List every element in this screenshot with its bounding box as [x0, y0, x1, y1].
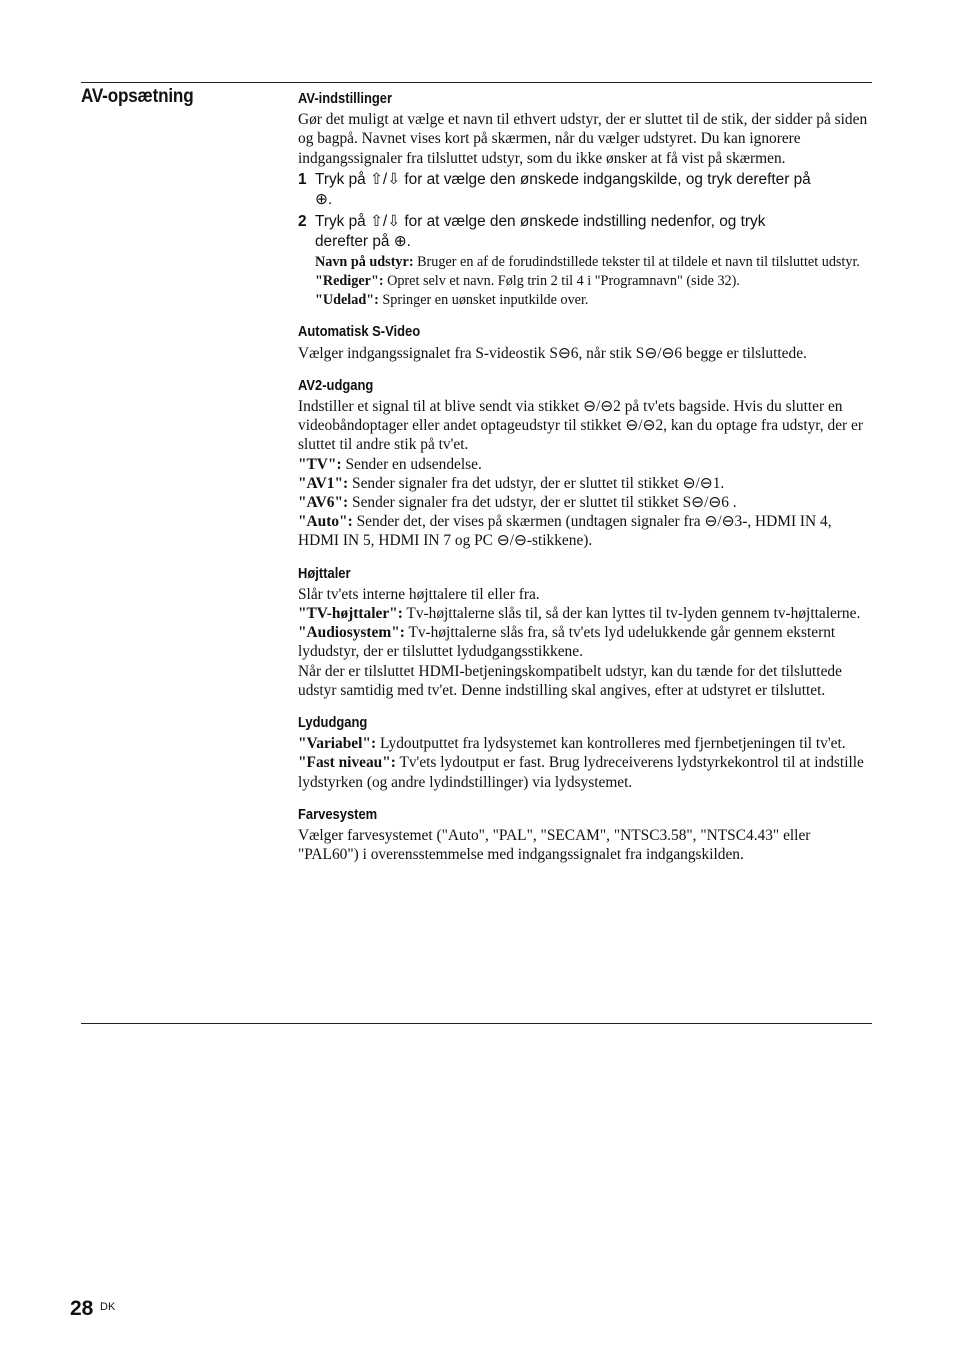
- option-tv-hojttaler-label: "TV-højttaler":: [298, 605, 403, 623]
- step-2: [298, 212, 872, 252]
- option-av6-label: "AV6":: [298, 494, 349, 512]
- section-hojttaler: [298, 565, 872, 700]
- option-av6: [298, 493, 872, 512]
- option-rediger: [298, 272, 872, 290]
- step-1-number: 1: [298, 170, 307, 188]
- step-1: [298, 170, 872, 210]
- option-tv-hojttaler: [298, 604, 872, 623]
- option-auto-label: "Auto":: [298, 513, 353, 531]
- top-rule: [81, 82, 872, 83]
- step-2-number: 2: [298, 212, 307, 230]
- option-auto-text: Sender det, der vises på skærmen (undtagen signaler fra ⊖/⊖3-, HDMI IN 4, HDMI IN 5, HDMI IN 7 og PC ⊖/⊖-stikkene).: [298, 513, 832, 550]
- option-av1: [298, 474, 872, 493]
- option-navn-text: Bruger en af de forudindstillede tekster til at tildele et navn til tilsluttet udstyr.: [413, 253, 860, 270]
- option-fast-niveau-label: "Fast niveau":: [298, 754, 396, 772]
- section-av-indstillinger: [298, 90, 872, 309]
- option-tv-text: Sender en udsendelse.: [341, 455, 482, 473]
- option-audiosystem-label: "Audiosystem":: [298, 624, 405, 642]
- option-udelad-label: "Udelad":: [315, 292, 379, 309]
- option-tv-label: "TV":: [298, 455, 342, 473]
- option-variabel: [298, 734, 872, 753]
- option-auto: [298, 512, 872, 550]
- option-audiosystem-text: Tv-højttalerne slås fra, så tv'ets lyd udelukkende går gennem eksternt lydudstyr, der er tilsluttet lydudgangsstikkene.: [298, 624, 836, 661]
- page-number: 28: [70, 1297, 94, 1320]
- heading-hojttaler: Højttaler: [298, 565, 351, 582]
- option-udelad: [298, 291, 872, 309]
- heading-automatisk-s-video: Automatisk S-Video: [298, 324, 421, 341]
- option-tv-hojttaler-text: Tv-højttalerne slås til, så der kan lyttes til tv-lyden gennem tv-højttalerne.: [402, 605, 861, 623]
- heading-lydudgang: Lydudgang: [298, 715, 368, 732]
- option-udelad-text: Springer en uønsket inputkilde over.: [378, 292, 589, 309]
- option-tv: [298, 455, 872, 474]
- option-fast-niveau: [298, 753, 872, 791]
- av-indstillinger-intro: Gør det muligt at vælge et navn til ethvert udstyr, der er sluttet til de stik, der sidder på siden og bagpå. Navnet vises kort på skærmen, når du vælger udstyret. Du kan ignorere indgangssignaler fra tilsluttet udstyr, som du ikke ønsker at få vist på skærmen.: [298, 111, 868, 167]
- option-fast-niveau-text: Tv'ets lydoutput er fast. Brug lydreceiverens lydstyrkekontrol til at indstille lydstyrken (og andre lydindstillinger) via lydsystemet.: [298, 754, 864, 791]
- option-audiosystem: [298, 623, 872, 661]
- bottom-rule: [81, 1023, 872, 1024]
- step-1-text-cont: ⊕.: [315, 190, 333, 208]
- step-1-text: Tryk på ⇧/⇩ for at vælge den ønskede indgangskilde, og tryk derefter på: [315, 170, 811, 188]
- option-variabel-label: "Variabel":: [298, 735, 377, 753]
- option-rediger-label: "Rediger":: [315, 273, 384, 290]
- section-av2-udgang: [298, 377, 872, 551]
- option-av6-text: Sender signaler fra det udstyr, der er sluttet til stikket S⊖/⊖6 .: [348, 494, 737, 512]
- option-av1-label: "AV1":: [298, 474, 349, 492]
- page-language-code: DK: [100, 1301, 116, 1313]
- heading-farvesystem: Farvesystem: [298, 806, 378, 823]
- main-column: [298, 90, 872, 879]
- heading-av-indstillinger: AV-indstillinger: [298, 91, 393, 107]
- section-lydudgang: [298, 714, 872, 792]
- hojttaler-note: Når der er tilsluttet HDMI-betjeningskompatibelt udstyr, kan du tænde for det tilsluttede udstyr samtidig med tv'et. Denne indstilling skal angives, efter at udstyret er tilsluttet.: [298, 662, 842, 699]
- option-navn-label: Navn på udstyr:: [315, 253, 414, 270]
- option-rediger-text: Opret selv et navn. Følg trin 2 til 4 i "Programnavn" (side 32).: [383, 273, 740, 290]
- av2-udgang-intro: Indstiller et signal til at blive sendt via stikket ⊖/⊖2 på tv'ets bagside. Hvis du slutter en videobåndoptager eller andet optageudstyr til stikket ⊖/⊖2, kan du optage fra udstyr, der er sluttet til andre stik på tv'et.: [298, 398, 863, 454]
- section-title: AV-opsætning: [81, 86, 194, 107]
- section-automatisk-s-video: [298, 323, 872, 362]
- option-av1-text: Sender signaler fra det udstyr, der er sluttet til stikket ⊖/⊖1.: [348, 474, 725, 492]
- hojttaler-intro: Slår tv'ets interne højttalere til eller fra.: [298, 585, 540, 603]
- section-farvesystem: [298, 806, 872, 865]
- option-variabel-text: Lydoutputtet fra lydsystemet kan kontrolleres med fjernbetjeningen til tv'et.: [376, 735, 846, 753]
- automatisk-s-video-text: Vælger indgangssignalet fra S-videostik S⊖6, når stik S⊖/⊖6 begge er tilsluttede.: [298, 344, 807, 362]
- option-navn: [298, 253, 872, 271]
- step-2-text: Tryk på ⇧/⇩ for at vælge den ønskede indstilling nedenfor, og tryk: [315, 212, 766, 230]
- heading-av2-udgang: AV2-udgang: [298, 377, 374, 394]
- step-2-text-cont: derefter på ⊕.: [315, 232, 411, 250]
- farvesystem-text: Vælger farvesystemet ("Auto", "PAL", "SECAM", "NTSC3.58", "NTSC4.43" eller "PAL60") i overensstemmelse med indgangssignalet fra indgangskilden.: [298, 827, 811, 864]
